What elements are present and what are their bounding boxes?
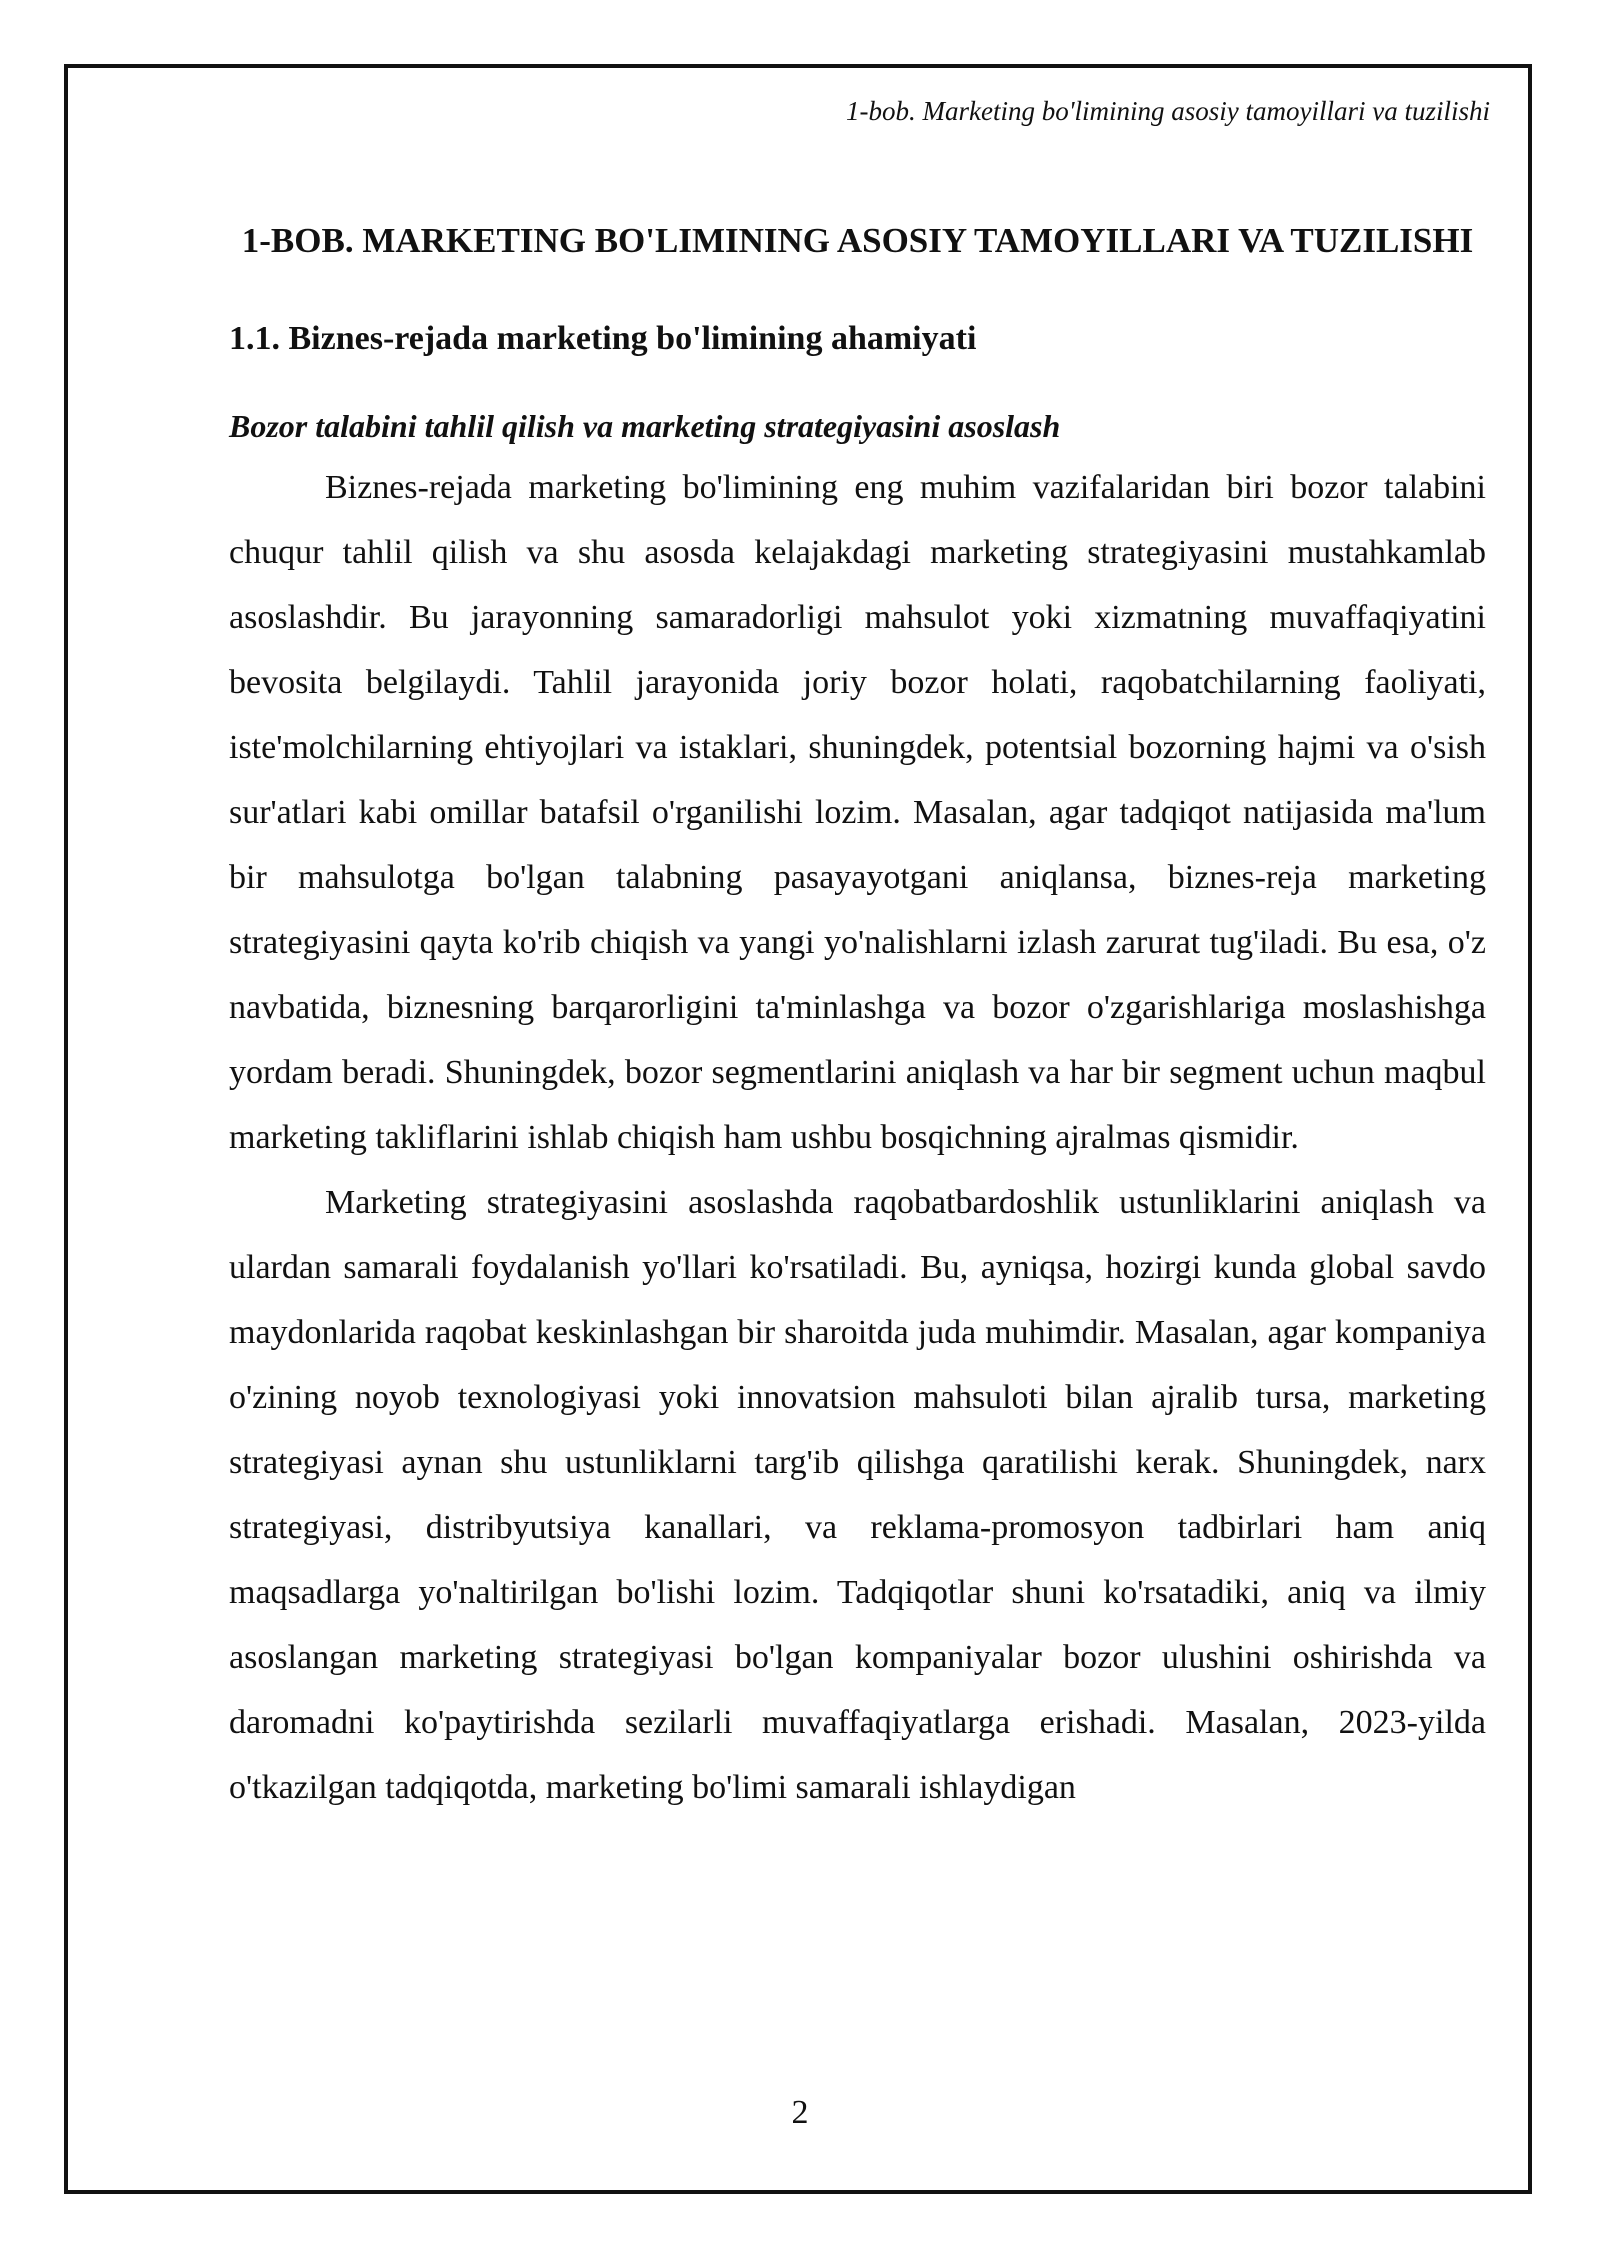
subsection-title: Bozor talabini tahlil qilish va marketing strategiyasini asoslash (229, 408, 1061, 444)
body-paragraph: Biznes-rejada marketing bo'limining eng muhim vazifalaridan biri bozor talabini chuqur tahlil qilish va shu asosda kelajakdagi marketing strategiyasini mustahkamlab asoslashdir. Bu jarayonning samaradorligi mahsulot yoki xizmatning muvaffaqiyatini bevosita belgilaydi. Tahlil jarayonida joriy bozor holati, raqobatchilarning faoliyati, iste'molchilarning ehtiyojlari va istaklari, shuningdek, potentsial bozorning hajmi va o'sish sur'atlari kabi omillar batafsil o'rganilishi lozim. Masalan, agar tadqiqot natijasida ma'lum bir mahsulotga bo'lgan talabning pasayayotgani aniqlansa, biznes-reja marketing strategiyasini qayta ko'rib chiqish va yangi yo'nalishlarni izlash zarurat tug'iladi. Bu esa, o'z navbatida, biznesning barqarorligini ta'minlashga va bozor o'zgarishlariga moslashishga yordam beradi. Shuningdek, bozor segmentlarini aniqlash va har bir segment uchun maqbul marketing takliflarini ishlab chiqish ham ushbu bosqichning ajralmas qismidir. (229, 469, 1486, 1156)
page-number: 2 (791, 2094, 809, 2131)
chapter-title: 1-BOB. MARKETING BO'LIMINING ASOSIY TAMOYILLARI VA TUZILISHI (241, 221, 1474, 260)
running-header: 1-bob. Marketing bo'limining asosiy tamoyillari va tuzilishi (846, 96, 1490, 126)
body-paragraph: Marketing strategiyasini asoslashda raqobatbardoshlik ustunliklarini aniqlash va ulardan samarali foydalanish yo'llari ko'rsatiladi. Bu, ayniqsa, hozirgi kunda global savdo maydonlarida raqobat keskinlashgan bir sharoitda juda muhimdir. Masalan, agar kompaniya o'zining noyob texnologiyasi yoki innovatsion mahsuloti bilan ajralib tursa, marketing strategiyasi aynan shu ustunliklarni targ'ib qilishga qaratilishi kerak. Shuningdek, narx strategiyasi, distribyutsiya kanallari, va reklama-promosyon tadbirlari ham aniq maqsadlarga yo'naltirilgan bo'lishi lozim. Tadqiqotlar shuni ko'rsatadiki, aniq va ilmiy asoslangan marketing strategiyasi bo'lgan kompaniyalar bozor ulushini oshirishda va daromadni ko'paytirishda sezilarli muvaffaqiyatlarga erishadi. Masalan, 2023-yilda o'tkazilgan tadqiqotda, marketing bo'limi samarali ishlaydigan (229, 1184, 1486, 1806)
section-title: 1.1. Biznes-rejada marketing bo'limining ahamiyati (229, 320, 977, 357)
page-content (229, 208, 1486, 1820)
